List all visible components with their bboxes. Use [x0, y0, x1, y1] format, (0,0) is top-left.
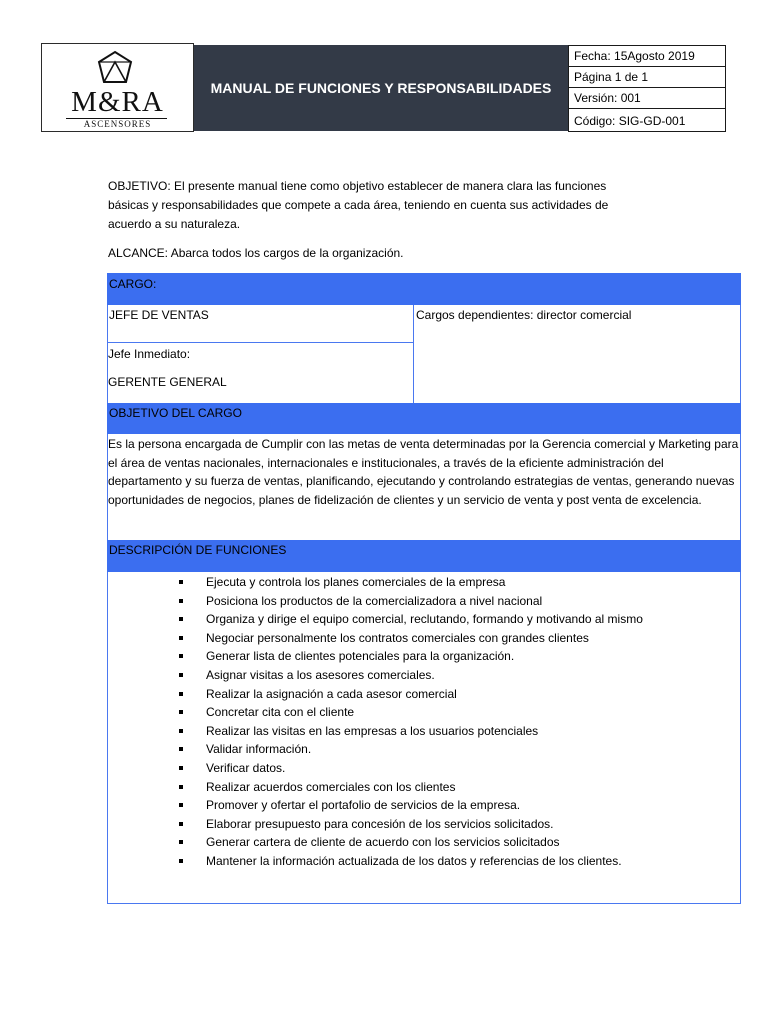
document-title [194, 45, 568, 131]
objetivo-cargo-text: Es la persona encargada de Cumplir con las metas de venta determinadas por la Gerencia comercial y Marketing para el área de ventas nacionales, internacionales e institucionales, a través de la eficiente administración del departamento y su fuerza de ventas, planificando, ejecutando y controlando estrategias de ventas, generando nuevas oportunidades de negocios, planes de fidelización de clientes y un servicio de venta y post venta de excelencia. [108, 437, 739, 507]
list-item: Concretar cita con el cliente [175, 703, 735, 722]
list-item: Ejecuta y controla los planes comerciales de la empresa [175, 573, 735, 592]
list-item: Promover y ofertar el portafolio de servicios de la empresa. [175, 796, 735, 815]
cargo-value: JEFE DE VENTAS [107, 305, 414, 343]
objetivo-paragraph: OBJETIVO: El presente manual tiene como objetivo establecer de manera clara las funciones básicas y responsabilidades que compete a cada área, teniendo en cuenta sus actividades de acuerdo a su naturaleza. [108, 179, 609, 231]
logo-brand: M&RA [71, 86, 164, 118]
list-item: Verificar datos. [175, 759, 735, 778]
alcance-paragraph: ALCANCE: Abarca todos los cargos de la organización. [108, 246, 404, 260]
logo-subtitle: ASCENSORES [83, 119, 152, 129]
meta-codigo: Código: SIG-GD-001 [574, 114, 686, 128]
list-item: Mantener la información actualizada de los datos y referencias de los clientes. [175, 852, 735, 871]
logo-mark-icon [96, 50, 134, 86]
objetivo-cargo-heading: OBJETIVO DEL CARGO [107, 403, 741, 434]
list-item: Organiza y dirige el equipo comercial, reclutando, formando y motivando al mismo [175, 610, 735, 629]
list-item: Realizar la asignación a cada asesor comercial [175, 685, 735, 704]
list-item: Realizar acuerdos comerciales con los clientes [175, 778, 735, 797]
list-item: Negociar personalmente los contratos comerciales con grandes clientes [175, 629, 735, 648]
cargos-dependientes: Cargos dependientes: director comercial [416, 308, 632, 322]
funciones-list [175, 573, 735, 871]
document-title-text: MANUAL DE FUNCIONES Y RESPONSABILIDADES [210, 80, 552, 96]
list-item: Asignar visitas a los asesores comerciales. [175, 666, 735, 685]
cargo-heading: CARGO: [107, 273, 741, 305]
list-item: Generar lista de clientes potenciales para la organización. [175, 647, 735, 666]
list-item: Realizar las visitas en las empresas a los usuarios potenciales [175, 722, 735, 741]
meta-fecha: Fecha: 15Agosto 2019 [569, 46, 725, 67]
descripcion-funciones-heading: DESCRIPCIÓN DE FUNCIONES [107, 540, 741, 572]
jefe-inmediato-label: Jefe Inmediato: [108, 347, 191, 361]
document-meta [568, 45, 726, 132]
meta-version: Versión: 001 [569, 88, 725, 109]
meta-pagina: Página 1 de 1 [569, 67, 725, 88]
list-item: Generar cartera de cliente de acuerdo con los servicios solicitados [175, 833, 735, 852]
list-item: Elaborar presupuesto para concesión de los servicios solicitados. [175, 815, 735, 834]
list-item: Validar información. [175, 740, 735, 759]
list-item: Posiciona los productos de la comercializadora a nivel nacional [175, 592, 735, 611]
jefe-inmediato-value: GERENTE GENERAL [108, 375, 227, 389]
